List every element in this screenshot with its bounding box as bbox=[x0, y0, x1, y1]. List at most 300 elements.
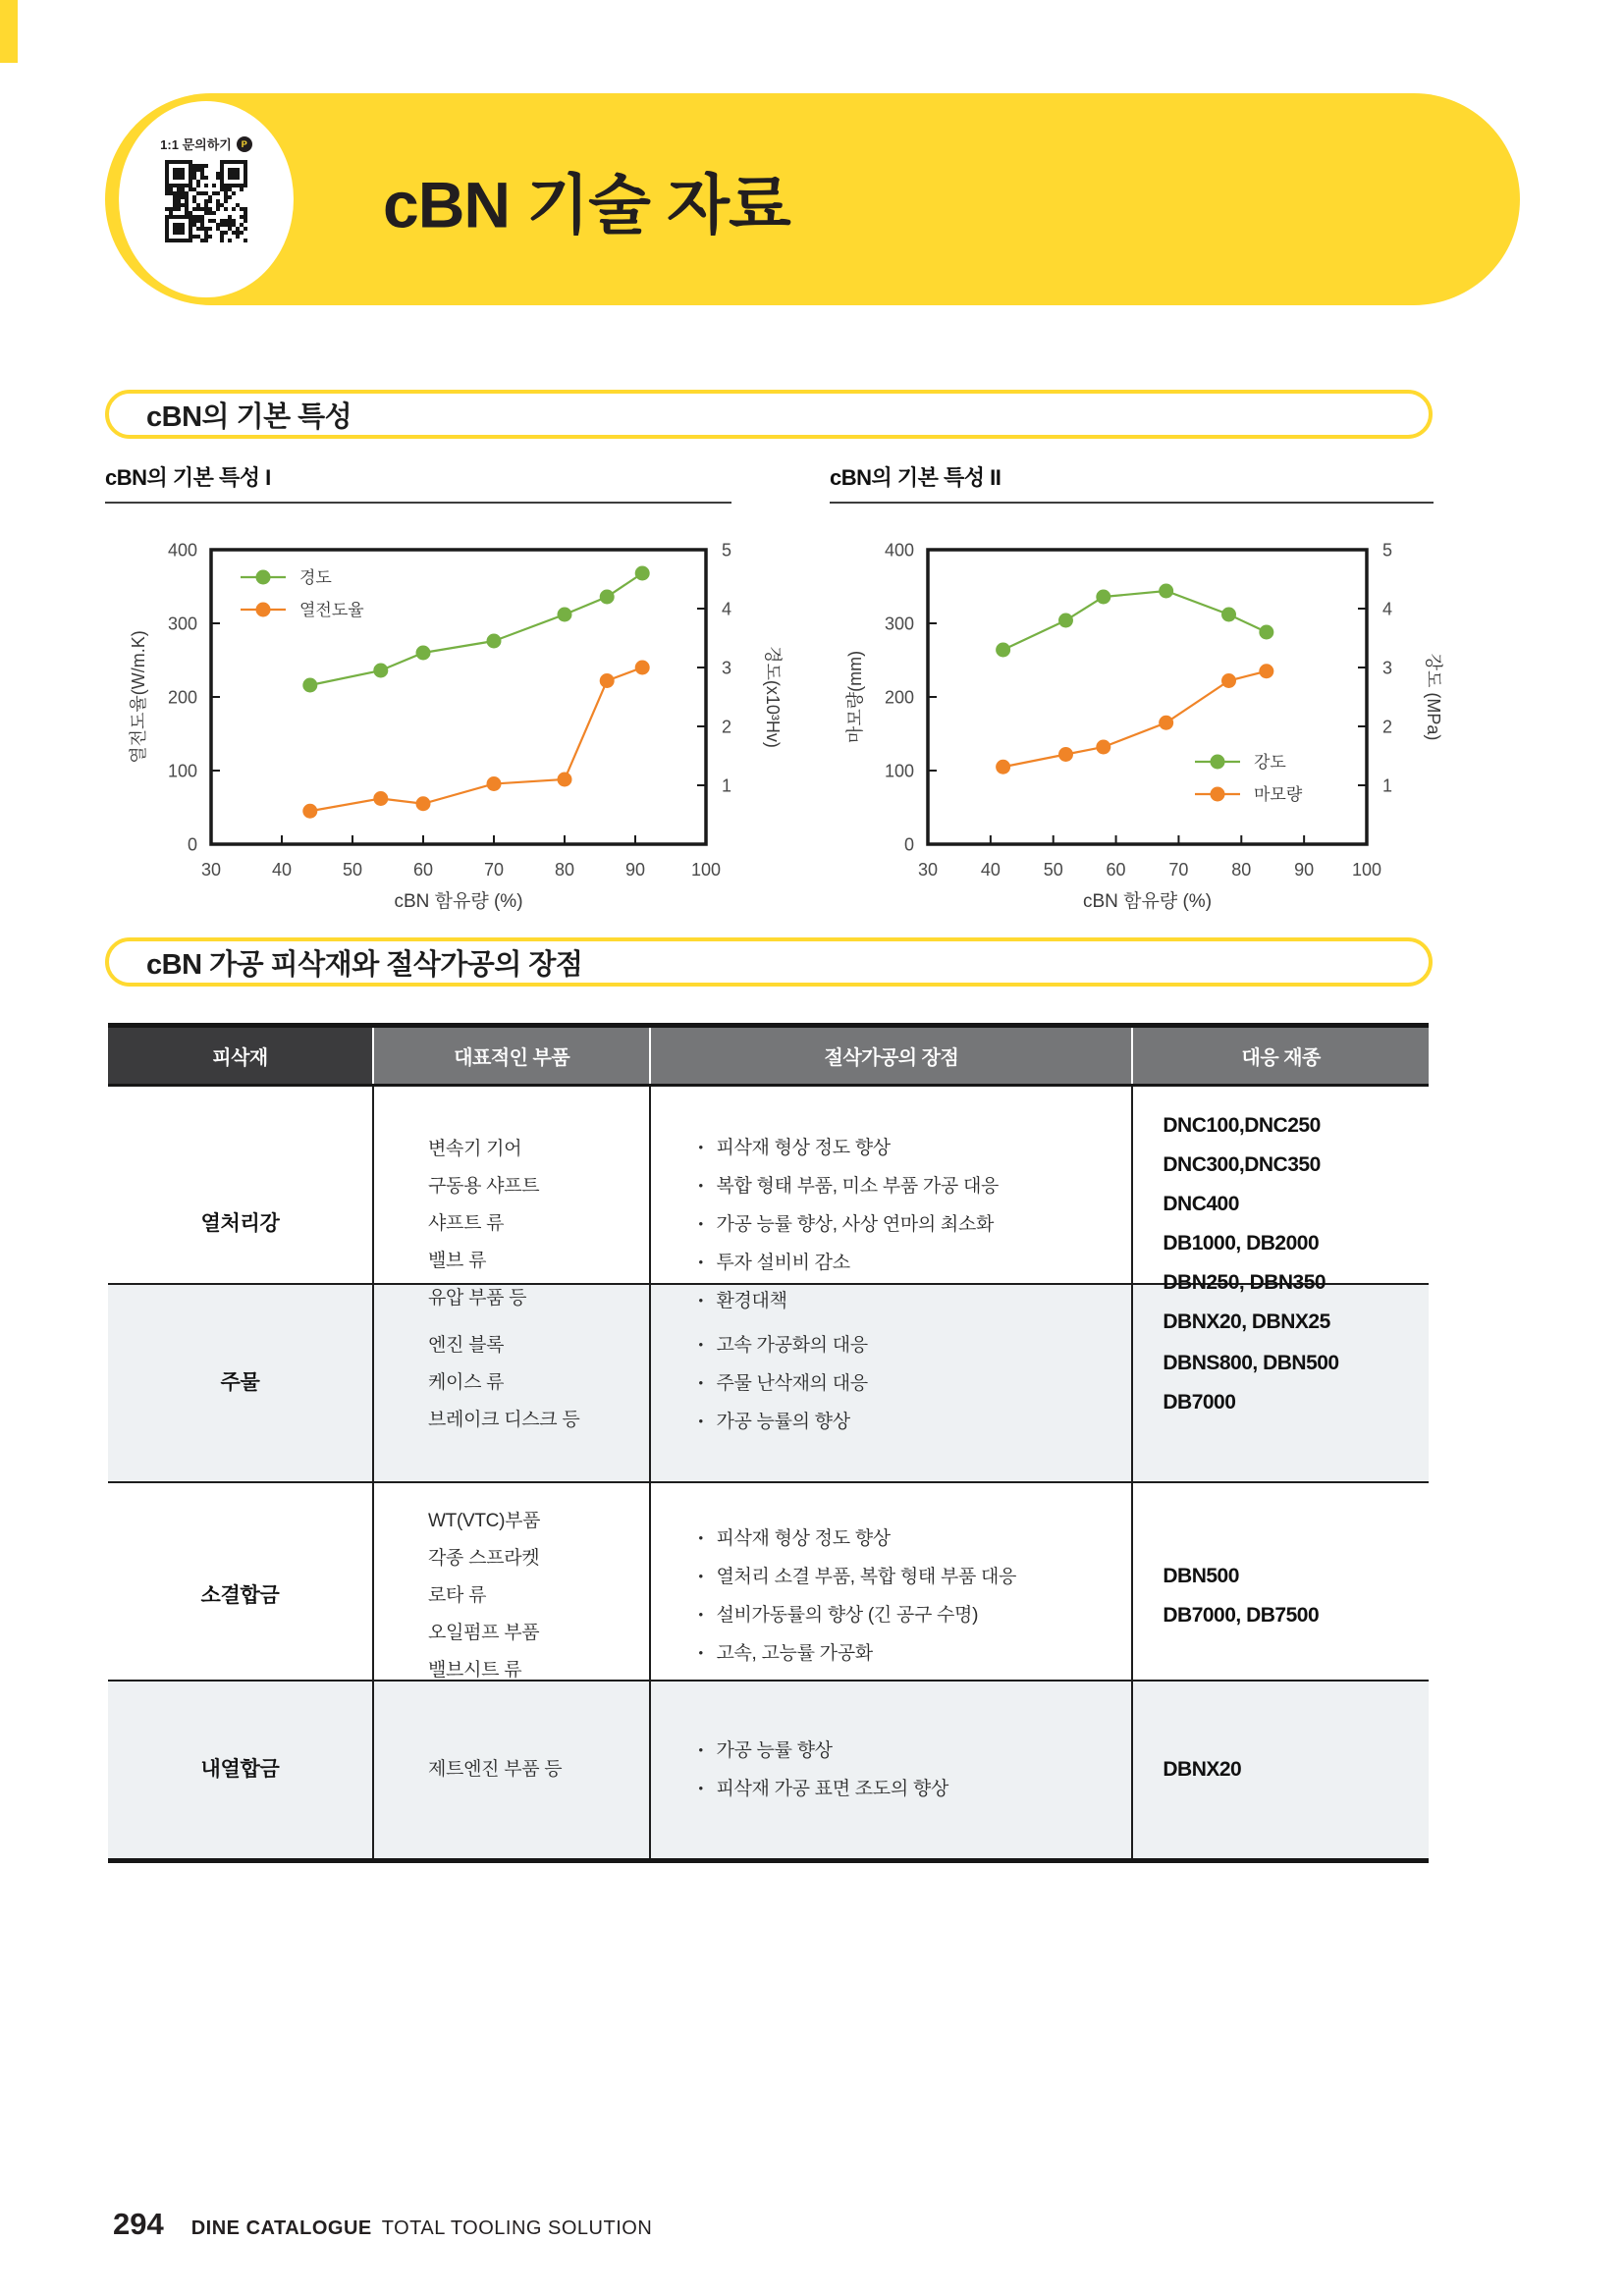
grade-item: DB1000, DB2000 bbox=[1163, 1232, 1320, 1255]
qr-module bbox=[192, 172, 196, 176]
advantage-item: • 고속 가공화의 대응 bbox=[698, 1326, 1113, 1364]
bullet-icon: • bbox=[698, 1781, 703, 1795]
bullet-icon: • bbox=[698, 1139, 703, 1154]
x-axis-tick-label: 50 bbox=[1043, 860, 1063, 880]
qr-module bbox=[204, 207, 208, 211]
cell-grades bbox=[1131, 1285, 1429, 1481]
part-item: 구동용 샤프트 bbox=[428, 1176, 540, 1197]
qr-module bbox=[189, 187, 192, 191]
x-axis-tick-label: 100 bbox=[690, 860, 722, 880]
x-axis-tick-label: 60 bbox=[412, 860, 434, 880]
y-axis-tick-label-right: 1 bbox=[722, 775, 732, 796]
qr-module bbox=[212, 211, 216, 215]
bullet-icon: • bbox=[698, 1645, 703, 1660]
y-axis-tick-label-right: 5 bbox=[722, 540, 732, 561]
cell-advantages bbox=[649, 1682, 1131, 1858]
qr-module bbox=[224, 223, 228, 227]
qr-module bbox=[196, 227, 200, 231]
y-axis-tick-label-left: 400 bbox=[884, 540, 914, 561]
qr-module bbox=[173, 199, 177, 203]
cell-parts bbox=[372, 1285, 649, 1481]
y-axis-tick-label-right: 1 bbox=[1382, 775, 1393, 796]
data-point bbox=[1221, 673, 1236, 688]
part-item: 샤프트 류 bbox=[428, 1213, 505, 1234]
x-axis-tick-label: 80 bbox=[554, 860, 575, 880]
qr-module bbox=[228, 187, 232, 191]
qr-module bbox=[177, 195, 181, 199]
section-header-basic-properties bbox=[105, 390, 1433, 439]
qr-module bbox=[200, 168, 204, 172]
data-point bbox=[1159, 584, 1173, 599]
qr-module bbox=[220, 203, 224, 207]
grade-item: DNC400 bbox=[1163, 1193, 1239, 1215]
qr-label: 1:1 문의하기 bbox=[160, 137, 232, 152]
qr-module bbox=[204, 176, 208, 180]
y-axis-tick-label-left: 100 bbox=[884, 761, 914, 781]
qr-module bbox=[204, 239, 208, 242]
page-footer bbox=[113, 2207, 652, 2242]
qr-module bbox=[204, 199, 208, 203]
y-axis-title-right: 경도(x10³Hv) bbox=[763, 646, 783, 748]
qr-module bbox=[228, 239, 232, 242]
y-axis-tick-label-left: 200 bbox=[884, 687, 914, 708]
chat-inquiry-icon: P bbox=[237, 136, 252, 152]
qr-module bbox=[204, 191, 208, 195]
qr-module bbox=[169, 207, 173, 211]
data-point bbox=[487, 634, 502, 649]
qr-module bbox=[177, 207, 181, 211]
qr-module bbox=[240, 215, 244, 219]
qr-module bbox=[181, 191, 185, 195]
qr-module bbox=[196, 207, 200, 211]
qr-module bbox=[189, 211, 192, 215]
data-point bbox=[487, 776, 502, 791]
qr-module bbox=[181, 203, 185, 207]
advantage-item: • 주물 난삭재의 대응 bbox=[698, 1364, 1113, 1403]
qr-module bbox=[216, 199, 220, 203]
qr-module bbox=[181, 187, 185, 191]
chart-1-title: cBN의 기본 특성 I bbox=[105, 461, 731, 504]
qr-module bbox=[200, 227, 204, 231]
qr-module bbox=[208, 195, 212, 199]
cell-grades bbox=[1131, 1483, 1429, 1709]
qr-module bbox=[220, 235, 224, 239]
cell-parts bbox=[372, 1483, 649, 1709]
cell-advantages bbox=[649, 1285, 1131, 1481]
y-axis-tick-label-left: 400 bbox=[167, 540, 197, 561]
qr-module bbox=[192, 207, 196, 211]
y-axis-tick-label-left: 100 bbox=[167, 761, 197, 781]
y-axis-tick-label-left: 300 bbox=[884, 614, 914, 634]
y-axis-tick-label-left: 200 bbox=[167, 687, 197, 708]
x-axis-tick-label: 70 bbox=[1168, 860, 1189, 880]
qr-module bbox=[240, 231, 244, 235]
section-header-workpieces bbox=[105, 937, 1433, 987]
part-item: 변속기 기어 bbox=[428, 1139, 522, 1159]
qr-module bbox=[204, 203, 208, 207]
section-title: cBN의 기본 특성 bbox=[146, 400, 352, 433]
advantage-item: • 피삭재 형상 정도 향상 bbox=[698, 1520, 1113, 1558]
catalogue-tagline: TOTAL TOOLING SOLUTION bbox=[381, 2217, 653, 2239]
part-item: 오일펌프 부품 bbox=[428, 1623, 540, 1643]
grade-item: DBN500 bbox=[1163, 1565, 1239, 1587]
qr-module bbox=[196, 235, 200, 239]
x-axis-title: cBN 함유량 (%) bbox=[1082, 891, 1213, 912]
legend-marker bbox=[256, 570, 271, 585]
qr-module bbox=[165, 207, 169, 211]
legend-marker bbox=[256, 603, 271, 617]
qr-module bbox=[204, 231, 208, 235]
qr-module bbox=[192, 215, 196, 219]
qr-module bbox=[192, 164, 196, 168]
qr-module bbox=[216, 223, 220, 227]
x-axis-tick-label: 90 bbox=[624, 860, 646, 880]
grade-item: DBNX20, DBNX25 bbox=[1163, 1310, 1330, 1333]
part-item: 엔진 블록 bbox=[428, 1335, 505, 1356]
qr-module bbox=[169, 187, 173, 191]
chart-block-1 bbox=[105, 461, 792, 912]
qr-module bbox=[228, 223, 232, 227]
x-axis-tick-label: 80 bbox=[1231, 860, 1252, 880]
grade-item: DB7000 bbox=[1163, 1391, 1236, 1414]
data-point bbox=[416, 796, 431, 811]
bullet-icon: • bbox=[698, 1607, 703, 1622]
cell-advantages bbox=[649, 1483, 1131, 1709]
advantage-item: • 환경대책 bbox=[698, 1282, 1113, 1320]
bullet-icon: • bbox=[698, 1336, 703, 1352]
qr-module bbox=[192, 168, 196, 172]
qr-module bbox=[212, 219, 216, 223]
data-point bbox=[1096, 590, 1110, 605]
x-axis-tick-label: 50 bbox=[342, 860, 363, 880]
qr-module bbox=[244, 207, 247, 211]
qr-module bbox=[196, 219, 200, 223]
qr-module bbox=[240, 187, 244, 191]
table-header-cell: 절삭가공의 장점 bbox=[649, 1028, 1131, 1084]
qr-module bbox=[200, 191, 204, 195]
qr-module bbox=[192, 187, 196, 191]
part-item: 밸브 류 bbox=[428, 1251, 487, 1271]
qr-module bbox=[244, 215, 247, 219]
bullet-icon: • bbox=[698, 1742, 703, 1757]
grade-item: DB7000, DB7500 bbox=[1163, 1604, 1320, 1627]
y-axis-tick-label-right: 3 bbox=[722, 658, 732, 678]
x-axis-tick-label: 90 bbox=[1294, 860, 1315, 880]
data-point bbox=[558, 608, 572, 622]
advantage-item: • 복합 형태 부품, 미소 부품 가공 대응 bbox=[698, 1167, 1113, 1205]
qr-module bbox=[169, 211, 173, 215]
cell-grades bbox=[1131, 1682, 1429, 1858]
grade-item: DBNX20 bbox=[1163, 1758, 1242, 1781]
qr-code bbox=[165, 160, 247, 242]
legend-marker bbox=[1211, 755, 1225, 770]
advantage-item: • 가공 능률 향상 bbox=[698, 1732, 1113, 1770]
qr-module bbox=[200, 172, 204, 176]
qr-module bbox=[200, 215, 204, 219]
table-header-row bbox=[108, 1028, 1429, 1087]
legend-marker bbox=[1211, 787, 1225, 802]
page-edge-tab bbox=[0, 0, 18, 63]
qr-module bbox=[240, 223, 244, 227]
y-axis-tick-label-left: 0 bbox=[903, 834, 914, 855]
qr-module bbox=[216, 207, 220, 211]
qr-module bbox=[204, 211, 208, 215]
qr-module bbox=[232, 219, 236, 223]
qr-module bbox=[192, 176, 196, 180]
data-point bbox=[558, 773, 572, 787]
qr-module bbox=[173, 207, 177, 211]
y-axis-tick-label-left: 0 bbox=[187, 834, 197, 855]
qr-module bbox=[196, 203, 200, 207]
cell-parts bbox=[372, 1682, 649, 1858]
data-point bbox=[302, 804, 317, 819]
qr-module bbox=[173, 191, 177, 195]
y-axis-tick-label-right: 2 bbox=[722, 717, 732, 737]
qr-module bbox=[208, 235, 212, 239]
qr-module bbox=[232, 223, 236, 227]
qr-module bbox=[208, 199, 212, 203]
y-axis-tick-label-right: 3 bbox=[1382, 658, 1393, 678]
qr-module bbox=[244, 211, 247, 215]
qr-module bbox=[224, 219, 228, 223]
qr-module bbox=[173, 203, 177, 207]
cell-material: 주물 bbox=[220, 1371, 260, 1394]
data-point bbox=[635, 566, 650, 581]
y-axis-tick-label-left: 300 bbox=[167, 614, 197, 634]
qr-module bbox=[185, 207, 189, 211]
part-item: WT(VTC)부품 bbox=[428, 1511, 541, 1531]
advantage-item: • 투자 설비비 감소 bbox=[698, 1244, 1113, 1282]
part-item: 유압 부품 등 bbox=[428, 1288, 527, 1308]
qr-module bbox=[200, 219, 204, 223]
qr-module bbox=[185, 211, 189, 215]
x-axis-tick-label: 100 bbox=[1351, 860, 1382, 880]
part-item: 각종 스프라켓 bbox=[428, 1548, 540, 1569]
qr-module bbox=[192, 199, 196, 203]
qr-module bbox=[196, 164, 200, 168]
qr-module bbox=[220, 239, 224, 242]
legend-label: 경도 bbox=[299, 567, 332, 587]
qr-module bbox=[169, 191, 173, 195]
bullet-icon: • bbox=[698, 1413, 703, 1428]
qr-module bbox=[177, 191, 181, 195]
qr-module bbox=[224, 199, 228, 203]
x-axis-tick-label: 40 bbox=[271, 860, 293, 880]
data-point bbox=[996, 643, 1010, 658]
y-axis-title-right: 강도 (MPa) bbox=[1424, 653, 1443, 741]
qr-module bbox=[212, 191, 216, 195]
bullet-icon: • bbox=[698, 1177, 703, 1193]
qr-module bbox=[192, 219, 196, 223]
qr-module bbox=[216, 172, 220, 176]
cell-material: 소결합금 bbox=[200, 1584, 280, 1607]
qr-label-row bbox=[160, 134, 252, 153]
data-point bbox=[1058, 614, 1073, 628]
page-number: 294 bbox=[113, 2207, 164, 2241]
x-axis-tick-label: 60 bbox=[1106, 860, 1126, 880]
qr-module bbox=[244, 219, 247, 223]
qr-module bbox=[208, 207, 212, 211]
qr-module bbox=[192, 223, 196, 227]
qr-module bbox=[196, 180, 200, 184]
part-item: 제트엔진 부품 등 bbox=[428, 1759, 563, 1780]
qr-module bbox=[192, 195, 196, 199]
x-axis-tick-label: 40 bbox=[980, 860, 1001, 880]
advantage-item: • 설비가동률의 향상 (긴 공구 수명) bbox=[698, 1596, 1113, 1634]
table-header-cell: 대응 재종 bbox=[1131, 1028, 1429, 1084]
grade-item: DBN250, DBN350 bbox=[1163, 1271, 1326, 1294]
data-point bbox=[635, 661, 650, 675]
plot-frame bbox=[211, 550, 706, 844]
bullet-icon: • bbox=[698, 1215, 703, 1231]
qr-module bbox=[177, 203, 181, 207]
qr-module bbox=[177, 199, 181, 203]
advantage-item: • 가공 능률의 향상 bbox=[698, 1403, 1113, 1441]
data-point bbox=[600, 673, 615, 688]
data-point bbox=[996, 760, 1010, 774]
qr-badge bbox=[119, 101, 294, 297]
advantage-item: • 가공 능률 향상, 사상 연마의 최소화 bbox=[698, 1205, 1113, 1244]
cell-material: 열처리강 bbox=[200, 1212, 280, 1235]
data-point bbox=[373, 664, 388, 678]
data-point bbox=[600, 590, 615, 605]
table-row bbox=[108, 1680, 1429, 1858]
legend-label: 마모량 bbox=[1254, 784, 1303, 804]
qr-module bbox=[236, 227, 240, 231]
qr-module bbox=[228, 215, 232, 219]
qr-module bbox=[220, 223, 224, 227]
x-axis-tick-label: 70 bbox=[483, 860, 505, 880]
qr-module bbox=[200, 176, 204, 180]
chart-basic-properties-1 bbox=[105, 506, 792, 912]
catalogue-name: DINE CATALOGUE bbox=[190, 2217, 372, 2239]
qr-module bbox=[204, 227, 208, 231]
data-point bbox=[1259, 664, 1273, 678]
qr-module bbox=[216, 203, 220, 207]
series-line-경도 bbox=[310, 573, 642, 685]
qr-module bbox=[236, 231, 240, 235]
part-item: 브레이크 디스크 등 bbox=[428, 1410, 580, 1430]
qr-module bbox=[220, 219, 224, 223]
qr-module bbox=[200, 223, 204, 227]
qr-module bbox=[244, 239, 247, 242]
y-axis-tick-label-right: 2 bbox=[1382, 717, 1393, 737]
y-axis-tick-label-right: 4 bbox=[1382, 599, 1393, 619]
part-item: 케이스 류 bbox=[428, 1372, 505, 1393]
qr-module bbox=[196, 215, 200, 219]
qr-module bbox=[224, 191, 228, 195]
grade-item: DBNS800, DBN500 bbox=[1163, 1352, 1339, 1374]
qr-module bbox=[177, 187, 181, 191]
bullet-icon: • bbox=[698, 1569, 703, 1583]
qr-module bbox=[208, 211, 212, 215]
qr-module bbox=[204, 184, 208, 187]
grade-item: DNC300,DNC350 bbox=[1163, 1153, 1321, 1176]
qr-module bbox=[224, 231, 228, 235]
table-header-cell: 피삭재 bbox=[108, 1028, 372, 1084]
section-title: cBN 가공 피삭재와 절삭가공의 장점 bbox=[146, 948, 583, 981]
legend-label: 열전도율 bbox=[299, 600, 364, 619]
qr-module bbox=[196, 184, 200, 187]
qr-module bbox=[232, 191, 236, 195]
chart-basic-properties-2 bbox=[830, 506, 1478, 912]
qr-module bbox=[192, 235, 196, 239]
qr-module bbox=[200, 207, 204, 211]
qr-module bbox=[240, 207, 244, 211]
qr-module bbox=[185, 191, 189, 195]
qr-module bbox=[200, 164, 204, 168]
qr-module bbox=[216, 227, 220, 231]
qr-module bbox=[244, 227, 247, 231]
table-row bbox=[108, 1283, 1429, 1481]
workpiece-table bbox=[108, 1023, 1429, 1863]
qr-module bbox=[165, 191, 169, 195]
bullet-icon: • bbox=[698, 1374, 703, 1390]
x-axis-tick-label: 30 bbox=[917, 860, 939, 880]
qr-module bbox=[196, 191, 200, 195]
data-point bbox=[416, 646, 431, 661]
qr-module bbox=[232, 207, 236, 211]
bullet-icon: • bbox=[698, 1254, 703, 1269]
y-axis-title-left: 열전도율(W/m.K) bbox=[129, 630, 148, 764]
qr-module bbox=[212, 184, 216, 187]
qr-module bbox=[220, 187, 224, 191]
qr-module bbox=[208, 219, 212, 223]
grade-item: DNC100,DNC250 bbox=[1163, 1114, 1321, 1137]
advantage-item: • 고속, 고능률 가공화 bbox=[698, 1634, 1113, 1673]
x-axis-title: cBN 함유량 (%) bbox=[394, 891, 523, 912]
qr-module bbox=[236, 235, 240, 239]
qr-module bbox=[208, 227, 212, 231]
qr-module bbox=[204, 235, 208, 239]
bullet-icon: • bbox=[698, 1530, 703, 1545]
part-item: 밸브시트 류 bbox=[428, 1660, 522, 1681]
data-point bbox=[1259, 625, 1273, 640]
table-header-cell: 대표적인 부품 bbox=[372, 1028, 649, 1084]
qr-module bbox=[236, 203, 240, 207]
cell-material: 내열합금 bbox=[200, 1758, 280, 1781]
chart-2-title: cBN의 기본 특성 II bbox=[830, 461, 1434, 504]
qr-module bbox=[228, 227, 232, 231]
part-item: 로타 류 bbox=[428, 1585, 487, 1606]
qr-module bbox=[228, 195, 232, 199]
qr-module bbox=[185, 195, 189, 199]
series-line-열전도율 bbox=[310, 667, 642, 811]
qr-module bbox=[228, 219, 232, 223]
data-point bbox=[1096, 740, 1110, 755]
qr-module bbox=[185, 203, 189, 207]
qr-module bbox=[216, 191, 220, 195]
data-point bbox=[1159, 716, 1173, 730]
title-banner bbox=[105, 93, 1520, 305]
qr-module bbox=[196, 168, 200, 172]
advantage-item: • 피삭재 형상 정도 향상 bbox=[698, 1129, 1113, 1167]
qr-module bbox=[224, 187, 228, 191]
qr-module bbox=[232, 231, 236, 235]
qr-module bbox=[224, 207, 228, 211]
qr-module bbox=[204, 164, 208, 168]
qr-module bbox=[220, 231, 224, 235]
qr-module bbox=[185, 199, 189, 203]
chart-block-2 bbox=[830, 461, 1478, 912]
data-point bbox=[373, 791, 388, 806]
qr-module bbox=[165, 187, 169, 191]
y-axis-title-left: 마모량(mm) bbox=[845, 650, 865, 744]
bullet-icon: • bbox=[698, 1292, 703, 1308]
table-row bbox=[108, 1087, 1429, 1333]
qr-module bbox=[181, 195, 185, 199]
table-row bbox=[108, 1481, 1429, 1680]
